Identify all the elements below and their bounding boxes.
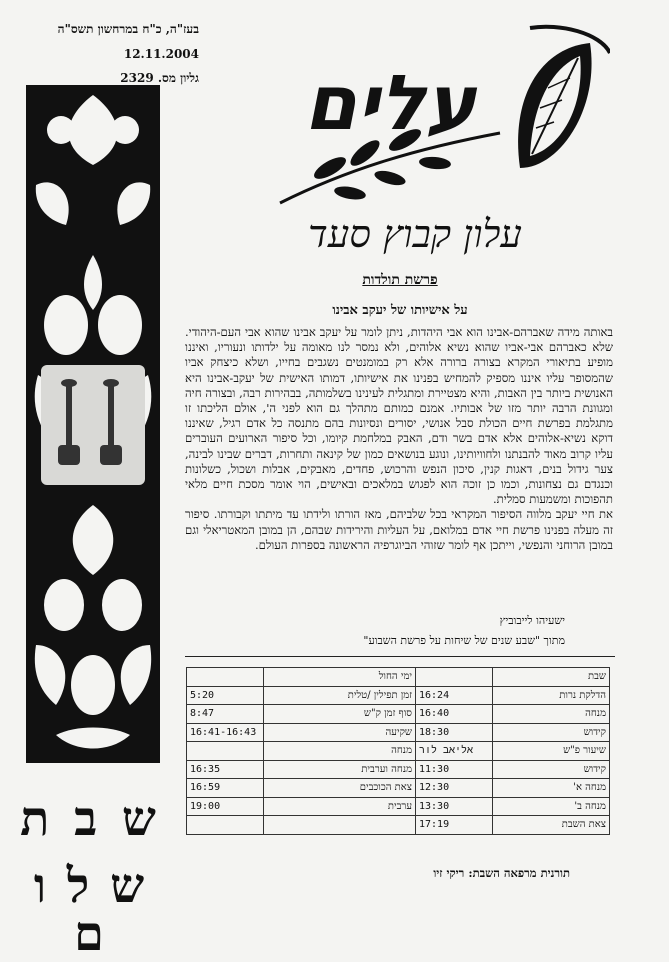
weekday-label: ערבית — [264, 797, 416, 816]
article-body — [185, 325, 613, 553]
table-row — [187, 686, 610, 705]
table-row — [187, 760, 610, 779]
shabbat-time: אליאב לור — [416, 742, 493, 761]
table-row — [187, 816, 610, 835]
article-title: על אישיותו של יעקב אבינו — [332, 303, 468, 318]
weekday-time — [187, 816, 264, 835]
article-source — [185, 634, 585, 647]
shabbat-label: שיעור פ"ש — [493, 742, 610, 761]
hebrew-date: בעז"ה, כ"ח במרחשון תשס"ה — [57, 22, 199, 36]
parasha-title: פרשת תולדות — [362, 272, 438, 288]
shabbat-time: 11:30 — [416, 760, 493, 779]
shabbat-label: מנחה ב' — [493, 797, 610, 816]
ornament-graphic — [26, 85, 160, 763]
shabbat-label: קידוש — [493, 723, 610, 742]
table-row — [187, 668, 610, 687]
gregorian-date: 12.11.2004 — [123, 47, 199, 61]
newsletter-logo — [270, 18, 610, 218]
weekday-label: צאת הכוכבים — [264, 779, 416, 798]
shabbat-time: 18:30 — [416, 723, 493, 742]
shabbat-shalom-line2: ש ל ו ם — [33, 858, 147, 962]
article-author — [185, 614, 585, 627]
table-row — [187, 723, 610, 742]
article-paragraph: באותה מידה שאברהם-אבינו הוא אבי היהדות, ניתן לומר על יעקב אבינו שהוא אבי העם-היהודי. שלא כאברהם אבי-אביו שהוא נשיא אלוהים, ולא נמסר לנו מאומה על ילדותו ונעוריו, ואיננו מופיע בתיאורי המקרא בצורה ברורה אלא רק במומנטים נשגבים בחייו, ושלא כיצחק אביו שהמסופר עליו איננו מספיק להמחיש בפנינו את אישיותו, דמותו האישית של יעקב-אבינו היא האנושית ביותר בין האבות, והיא מצטיירת ומתגלית לעינינו בשלמותה, בבהירות רבה, ובצורה חיה ומגוונת הרבה יותר מזו של אבותיו. אמנם כמותם מתהלך גם הוא לפני ה', אולם הליכתו זו מתגלמת בפרשת חיים הכולת סבל אנושי, יסורים ונסיונות בהם מתנסה כל אדם רגיל, שאיננו דוקא נשיא-אלוהים אלא אדם בשר ודם, האבק במלחמת קיומו, וכל סיפור הארועים העוברים עליו קרוב מאוד להבנתנו ולחוויותינו, ונוגע בנושאים כמון של קינאה ותחרות, דברים שבינו לבינה, צער גידול בנים, דאגות קנין, סיכון הנפש והרכוש, פחדים, מאבקים, אבלות ושכול, כשלונות וכנגדם גם נצחונות, וכמו כן זוכה הוא לפגוש במלאכים ובאישים, הוי אומר מסכת חיים מלאי תהפוכות ומשמעות סמלית. — [185, 325, 613, 507]
decorative-ornament — [26, 85, 160, 763]
weekday-time: 5:20 — [187, 686, 264, 705]
table-row — [187, 705, 610, 724]
logo-subtitle: עלון קבוץ סעד — [308, 212, 522, 256]
weekday-label: שקיעה — [264, 723, 416, 742]
divider — [185, 656, 615, 657]
weekday-label: מנחה — [264, 742, 416, 761]
footer-note: תורנית מרפאה השבת: ריקי זיו — [433, 866, 570, 880]
article-paragraph: את חיי יעקב מלווה הסיפור המקראי בכל שלביהם, מאז הורתו ולידתו עד מיתתו וקבורתו. סיפור זה מעלה בפנינו פרשת חיי אדם במלואם, על העליות והירידות שבהם, הן במובן המאטריאלי וגם במובן הרוחני והנפשי, וייתכן אף לומר שזוהי הביוגרפיה הראשונה בספרות העולם. — [185, 507, 613, 552]
prayer-times-table — [186, 667, 610, 835]
shabbat-label: צאת השבת — [493, 816, 610, 835]
author-name: ישעיהו לייבוביץ — [499, 614, 565, 627]
weekday-time — [187, 668, 264, 687]
weekday-time — [187, 742, 264, 761]
table-row — [187, 779, 610, 798]
logo-name: עלים — [304, 58, 476, 147]
weekday-label: סוף זמן ק"ש — [264, 705, 416, 724]
header-dates — [29, 22, 199, 86]
table-row — [187, 797, 610, 816]
shabbat-label: שבת — [493, 668, 610, 687]
shabbat-time: 12:30 — [416, 779, 493, 798]
issue-number: גליון מס. 2329 — [120, 71, 199, 85]
shabbat-time: 13:30 — [416, 797, 493, 816]
shabbat-time: 16:40 — [416, 705, 493, 724]
shabbat-time: 16:24 — [416, 686, 493, 705]
shabbat-label: קידוש — [493, 760, 610, 779]
shabbat-time: 17:19 — [416, 816, 493, 835]
weekday-label: מנחה וערבית — [264, 760, 416, 779]
shabbat-shalom-line1: ש ב ת — [20, 791, 160, 847]
weekday-time: 19:00 — [187, 797, 264, 816]
weekday-time: 8:47 — [187, 705, 264, 724]
shabbat-label: הדלקת נרות — [493, 686, 610, 705]
weekday-label — [264, 816, 416, 835]
table-row — [187, 742, 610, 761]
shabbat-label: מנחה — [493, 705, 610, 724]
weekday-label: זמן תפילין /טלית — [264, 686, 416, 705]
weekday-time: 16:59 — [187, 779, 264, 798]
weekday-time: 16:35 — [187, 760, 264, 779]
weekday-label: ימי החול — [264, 668, 416, 687]
source-text: מתוך "שבע שנים של שיחות על פרשת השבוע" — [363, 634, 565, 647]
shabbat-time — [416, 668, 493, 687]
weekday-time: 16:41-16:43 — [187, 723, 264, 742]
shabbat-label: מנחה א' — [493, 779, 610, 798]
